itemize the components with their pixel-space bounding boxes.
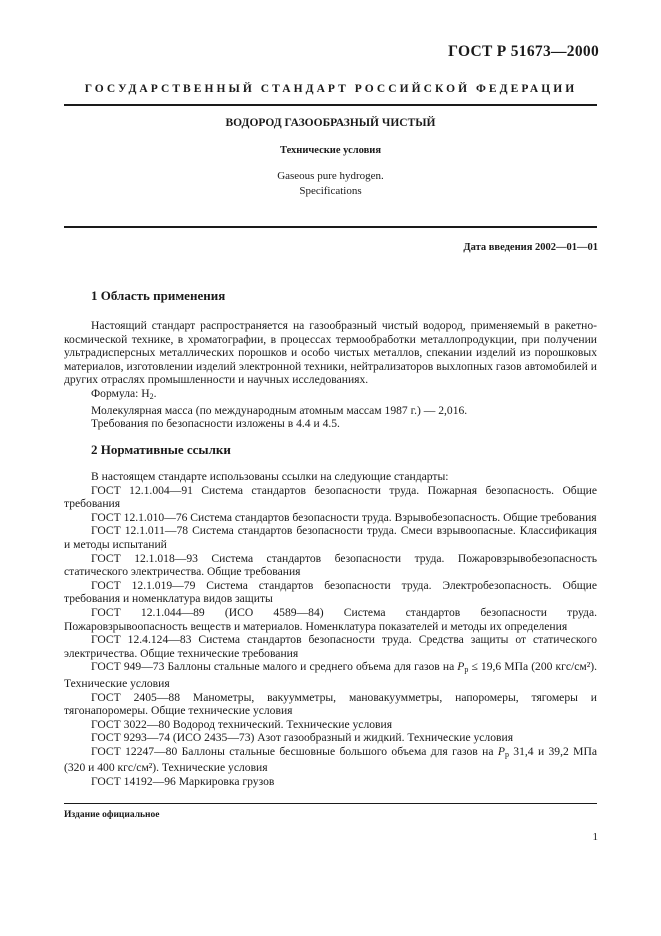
reference-item: ГОСТ 14192—96 Маркировка грузов xyxy=(91,775,275,789)
reference-item-gost-949 xyxy=(64,660,597,690)
section-2-heading: 2 Нормативные ссылки xyxy=(91,442,231,457)
reference-item: ГОСТ 2405—88 Манометры, вакуумметры, мановакуумметры, напоромеры, тягомеры и тягонапоромеры. Общие технические условия xyxy=(64,690,597,718)
reference-item: ГОСТ 9293—74 (ИСО 2435—73) Азот газообразный и жидкий. Технические условия xyxy=(91,731,514,745)
reference-item: ГОСТ 12.1.011—78 Система стандартов безопасности труда. Смеси взрывоопасные. Классификация и методы испытаний xyxy=(64,524,597,551)
section-1-body xyxy=(64,319,597,431)
pressure-symbol: P xyxy=(457,660,465,674)
english-title-line2: Specifications xyxy=(299,184,362,197)
edition-note: Издание официальное xyxy=(64,810,160,820)
molar-mass-line: Молекулярная масса (по международным атомным массам 1987 г.) — 2,016. xyxy=(91,403,468,417)
title-divider xyxy=(64,226,597,228)
reference-item: ГОСТ 12.1.044—89 (ИСО 4589—84) Система стандартов безопасности труда. Пожаровзрывоопасность веществ и материалов. Номенклатура показателей и методы их определения xyxy=(64,605,597,633)
reference-item: ГОСТ 3022—80 Водород технический. Технические условия xyxy=(91,717,393,731)
formula-subscript: 2 xyxy=(149,391,154,401)
reference-item: ГОСТ 12.1.010—76 Система стандартов безопасности труда. Взрывобезопасность. Общие требования xyxy=(91,510,597,524)
ref-text: ГОСТ 949—73 Баллоны стальные малого и среднего объема для газов на xyxy=(91,660,458,674)
reference-item: ГОСТ 12.1.004—91 Система стандартов безопасности труда. Пожарная безопасность. Общие требования xyxy=(64,483,597,511)
english-title xyxy=(64,169,597,198)
section-2-body xyxy=(64,470,597,789)
section-1-heading: 1 Область применения xyxy=(91,288,226,303)
state-standard-title: ГОСУДАРСТВЕННЫЙ СТАНДАРТ РОССИЙСКОЙ ФЕДЕРАЦИИ xyxy=(84,83,578,95)
footer-rule xyxy=(64,803,597,804)
standard-title: ВОДОРОД ГАЗООБРАЗНЫЙ ЧИСТЫЙ xyxy=(225,117,436,129)
document-id: ГОСТ Р 51673—2000 xyxy=(448,43,599,60)
formula-end: . xyxy=(153,386,157,400)
page-number: 1 xyxy=(592,831,598,843)
reference-item: ГОСТ 12.1.018—93 Система стандартов безопасности труда. Пожаровзрывобезопасность статического электричества. Общие требования xyxy=(64,551,597,579)
references-lead: В настоящем стандарте использованы ссылки на следующие стандарты: xyxy=(91,470,449,483)
safety-line: Требования по безопасности изложены в 4.4 и 4.5. xyxy=(91,417,340,431)
reference-item: ГОСТ 12.1.019—79 Система стандартов безопасности труда. Электробезопасность. Общие требования и номенклатура видов защиты xyxy=(64,578,597,606)
pressure-subscript: p xyxy=(504,749,509,759)
standard-subtitle: Технические условия xyxy=(279,145,382,156)
reference-item: ГОСТ 12.4.124—83 Система стандартов безопасности труда. Средства защиты от статического электричества. Общие технические требования xyxy=(64,633,597,660)
english-title-line1: Gaseous pure hydrogen. xyxy=(277,170,384,182)
top-rule xyxy=(64,104,597,106)
ref-text: 31,4 и 39,2 МПа (320 и 400 кгс/см²). Технические условия xyxy=(64,744,597,775)
introduction-date: Дата введения 2002—01—01 xyxy=(463,242,598,253)
ref-text: ≤ 19,6 МПа (200 кгс/см²). Технические условия xyxy=(64,660,597,690)
ref-text: ГОСТ 12247—80 Баллоны стальные бесшовные большого объема для газов на xyxy=(91,744,498,758)
pressure-subscript: p xyxy=(464,665,469,675)
reference-item-gost-12247 xyxy=(64,745,597,775)
scope-paragraph: Настоящий стандарт распространяется на газообразный чистый водород, применяемый в ракетно-космической технике, в хроматографии, в процессах термообработки металлопродукции, при получении ультрадисперсных металлических порошков и особо чистых металлов, спекании изделий из порошковых материалов, изготовлении изделий электронной техники, нейтрализаторов выхлопных газов автомобилей и других отраслях промышленности и научных исследованиях. xyxy=(64,319,597,387)
formula-line xyxy=(64,387,597,404)
pressure-symbol: P xyxy=(497,744,505,758)
formula-label: Формула: Н xyxy=(91,386,150,400)
